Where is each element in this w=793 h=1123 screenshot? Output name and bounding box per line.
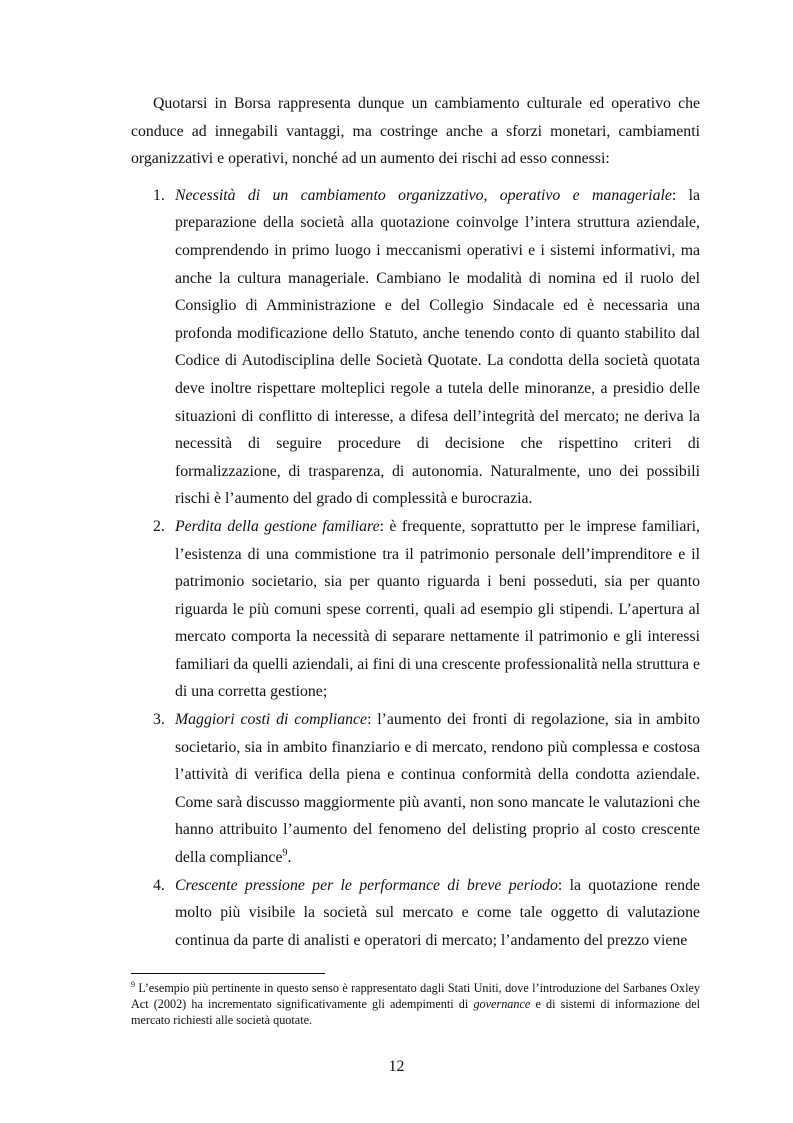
list-item-tail: . (287, 849, 292, 867)
list-item-body: : la preparazione della società alla quotazione coinvolge l’intera struttura aziendale, comprendendo in primo luogo i meccanismi operativi e i sistemi informativi, ma anche la cultura manageriale. Cambiano le modalità di nomina ed il ruolo del Consiglio di Amministrazione e del Collegio Sindacale ed è necessaria una profonda modificazione dello Statuto, anche tenendo conto di quanto stabilito dal Codice di Autodisciplina delle Società Quotate. La condotta della società quotata deve inoltre rispettare molteplici regole a tutela delle minoranze, a presidio delle situazioni di conflitto di interesse, a difesa dell’integrità del mercato; ne deriva la necessità di seguire procedure di decisione che rispettino criteri di formalizzazione, di trasparenza, di autonomia. Naturalmente, uno dei possibili rischi è l’aumento del grado di complessità e burocrazia. (175, 186, 701, 508)
footnote-divider (131, 973, 325, 974)
list-number: 1. (153, 186, 165, 204)
intro-paragraph: Quotarsi in Borsa rappresenta dunque un cambiamento culturale ed operativo che conduce ad innegabili vantaggi, ma costringe anche a sforzi monetari, cambiamenti organizzativi e operativi, nonché ad un aumento dei rischi ad esso connessi: (131, 95, 700, 168)
list-item-title: Maggiori costi di compliance (175, 711, 368, 729)
list-item-body: : è frequente, soprattutto per le imprese familiari, l’esistenza di una commistione tra il patrimonio personale dell’imprenditore e il patrimonio societario, sia per quanto riguarda i beni posseduti, sia per quanto riguarda le più comuni spese correnti, quali ad esempio gli stipendi. L’apertura al mercato comporta la necessità di separare nettamente il patrimonio e gli interessi familiari da quelli aziendali, ai fini di una crescente professionalità nella struttura e di una corretta gestione; (175, 517, 700, 701)
list-item (153, 706, 701, 872)
footnote (131, 980, 700, 1028)
list-number: 2. (153, 517, 165, 535)
list-item-title: Necessità di un cambiamento organizzativo, operativo e manageriale (175, 186, 672, 204)
list-item (153, 513, 700, 706)
list-item (153, 872, 700, 955)
body-text (131, 90, 700, 954)
footnote-text-end: e di sistemi di informazione del mercato richiesti alle società quotate. (131, 997, 701, 1027)
list-item (153, 182, 701, 513)
footnote-reference[interactable]: 9 (282, 847, 288, 859)
page-number: 12 (388, 1058, 405, 1075)
list-item-title: Crescente pressione per le performance di breve periodo (175, 876, 558, 894)
footnote-text: L’esempio più pertinente in questo senso è rappresentato dagli Stati Uniti, dove l’introduzione del Sarbanes Oxley Act (2002) ha incrementato significativamente gli adempimenti di (131, 981, 700, 1011)
list-item-body: : l’aumento dei fronti di regolazione, sia in ambito societario, sia in ambito finanziario e di mercato, rendono più complessa e costosa l’attività di verifica della piena e continua conformità della condotta aziendale. Come sarà discusso maggiormente più avanti, non sono mancate le valutazioni che hanno attribuito l’aumento del fenomeno del delisting proprio al costo crescente della compliance (175, 711, 701, 867)
footnote-marker: 9 (131, 979, 135, 989)
list-item-body: : la quotazione rende molto più visibile la società sul mercato e come tale oggetto di valutazione continua da parte di analisti e operatori di mercato; l’andamento del prezzo viene (175, 876, 700, 949)
footnote-italic-term: governance (473, 997, 531, 1011)
list-number: 4. (153, 876, 165, 894)
list-number: 3. (153, 711, 165, 729)
list-item-title: Perdita della gestione familiare (175, 517, 380, 535)
risk-list (131, 182, 700, 955)
